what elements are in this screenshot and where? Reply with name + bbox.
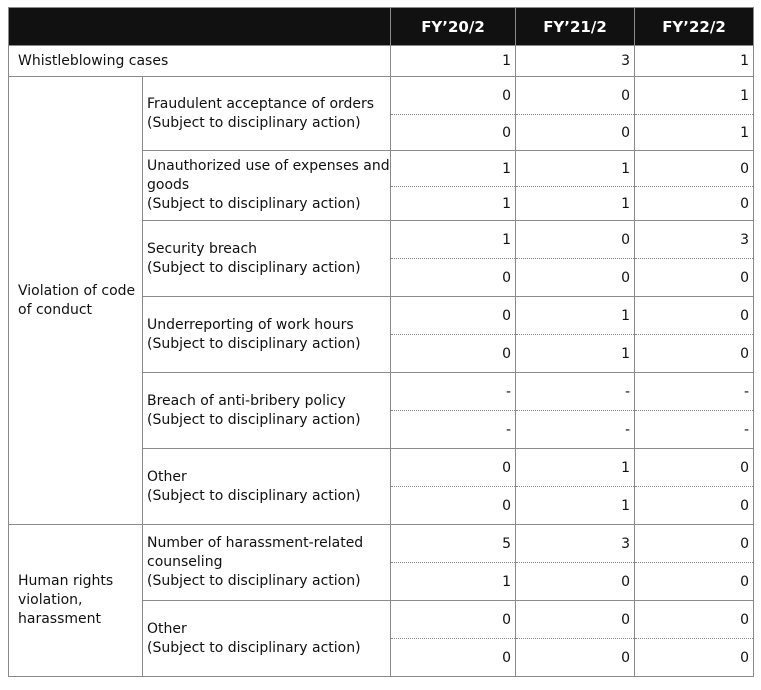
disciplinary-value-cell: 0 [635, 259, 754, 297]
item-sub-label: (Subject to disciplinary action) [147, 335, 361, 352]
item-label-cell [143, 77, 391, 151]
cases-value-cell: 1 [635, 77, 754, 115]
disciplinary-value-cell: 0 [635, 335, 754, 373]
item-sub-label: (Subject to disciplinary action) [147, 196, 361, 212]
cases-value-cell: 3 [635, 221, 754, 259]
disciplinary-value-cell: 0 [635, 563, 754, 601]
cases-value-cell: 0 [391, 77, 516, 115]
cases-value-cell: 3 [516, 525, 635, 563]
value-cell: 1 [635, 46, 754, 77]
value-cell: 1 [391, 46, 516, 77]
item-sub-label: (Subject to disciplinary action) [147, 411, 361, 428]
item-label-cell [143, 525, 391, 601]
disciplinary-value-cell: 1 [516, 487, 635, 525]
cases-value-cell: 0 [635, 297, 754, 335]
item-sub-label: (Subject to disciplinary action) [147, 573, 361, 589]
item-label: Number of harassment-related counseling [147, 535, 364, 570]
cases-value-cell: 0 [635, 601, 754, 639]
human_rights-category-label: Human rights violation, harassment [9, 525, 143, 677]
violation-category-label: Violation of code of conduct [9, 77, 143, 525]
disciplinary-value-cell: 0 [391, 259, 516, 297]
disciplinary-value-cell: 0 [391, 639, 516, 677]
cases-value-cell: 0 [635, 151, 754, 187]
item-sub-label: (Subject to disciplinary action) [147, 487, 361, 504]
cases-value-cell: 0 [516, 601, 635, 639]
item-label: Underreporting of work hours [147, 316, 354, 333]
disciplinary-value-cell: 1 [516, 335, 635, 373]
cases-value-cell: 0 [391, 601, 516, 639]
cases-value-cell: 1 [516, 297, 635, 335]
table-row [9, 77, 754, 115]
disciplinary-value-cell: 0 [516, 639, 635, 677]
disciplinary-value-cell: 0 [391, 335, 516, 373]
disciplinary-value-cell: 0 [635, 187, 754, 221]
item-label-cell [143, 151, 391, 221]
header-fy21: FY’21/2 [516, 8, 635, 46]
item-sub-label: (Subject to disciplinary action) [147, 259, 361, 276]
table-body [9, 46, 754, 677]
item-label: Security breach [147, 240, 258, 257]
cases-value-cell: 0 [516, 221, 635, 259]
table-row [9, 46, 754, 77]
item-sub-label: (Subject to disciplinary action) [147, 639, 361, 656]
disciplinary-value-cell: 0 [391, 115, 516, 151]
disciplinary-value-cell: 1 [516, 187, 635, 221]
table-row [9, 525, 754, 563]
disciplinary-value-cell: 0 [516, 563, 635, 601]
header-blank [9, 8, 391, 46]
disciplinary-value-cell: - [391, 411, 516, 449]
header-fy20: FY’20/2 [391, 8, 516, 46]
item-label-cell [143, 449, 391, 525]
disciplinary-value-cell: - [635, 411, 754, 449]
disciplinary-value-cell: 1 [391, 187, 516, 221]
cases-value-cell: 1 [516, 151, 635, 187]
item-label: Breach of anti-bribery policy [147, 392, 346, 409]
item-label: Other [147, 620, 187, 637]
item-label-cell [143, 221, 391, 297]
cases-value-cell: 0 [391, 297, 516, 335]
disciplinary-value-cell: 1 [391, 563, 516, 601]
item-label: Fraudulent acceptance of orders [147, 95, 375, 112]
disciplinary-value-cell: 0 [391, 487, 516, 525]
value-cell: 3 [516, 46, 635, 77]
disciplinary-value-cell: 1 [635, 115, 754, 151]
header-fy22: FY’22/2 [635, 8, 754, 46]
cases-value-cell: - [635, 373, 754, 411]
cases-value-cell: 0 [391, 449, 516, 487]
cases-value-cell: 0 [635, 525, 754, 563]
disciplinary-value-cell: 0 [516, 259, 635, 297]
whistleblowing-table [8, 7, 754, 677]
cases-value-cell: 1 [391, 151, 516, 187]
cases-value-cell: - [391, 373, 516, 411]
disciplinary-value-cell: 0 [516, 115, 635, 151]
disciplinary-value-cell: - [516, 411, 635, 449]
item-label-cell [143, 297, 391, 373]
disciplinary-value-cell: 0 [635, 639, 754, 677]
cases-value-cell: 1 [391, 221, 516, 259]
item-label: Other [147, 468, 187, 485]
disciplinary-value-cell: 0 [635, 487, 754, 525]
item-label-cell [143, 373, 391, 449]
item-label-cell [143, 601, 391, 677]
cases-value-cell: 0 [635, 449, 754, 487]
cases-value-cell: 1 [516, 449, 635, 487]
header-row [9, 8, 754, 46]
cases-value-cell: - [516, 373, 635, 411]
item-label: Unauthorized use of expenses and goods [147, 158, 390, 193]
item-sub-label: (Subject to disciplinary action) [147, 114, 361, 131]
cases-value-cell: 5 [391, 525, 516, 563]
row-label: Whistleblowing cases [9, 46, 391, 77]
cases-value-cell: 0 [516, 77, 635, 115]
